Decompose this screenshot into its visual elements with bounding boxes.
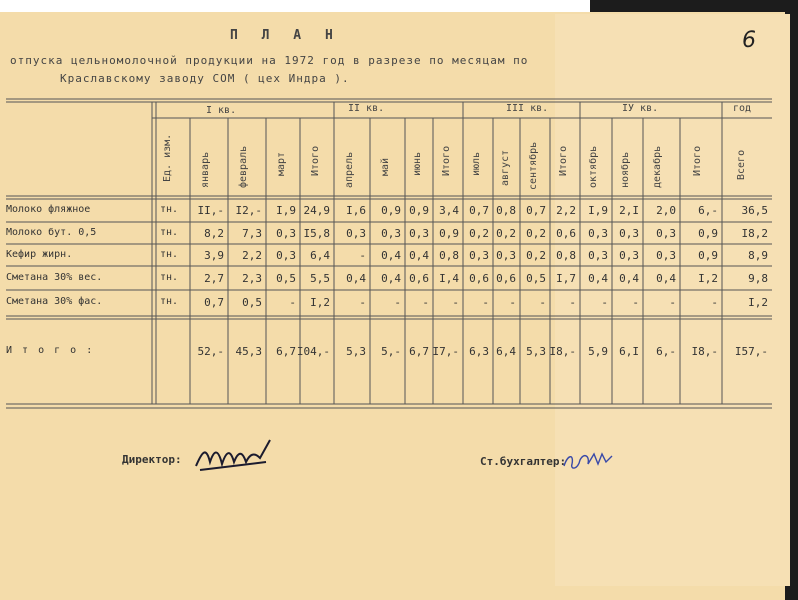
table-cell: 0,9 — [439, 227, 459, 240]
table-cell: - — [289, 296, 296, 309]
table-cell: 9,8 — [748, 272, 768, 285]
table-cell: 6,- — [698, 204, 718, 217]
table-cell: I,4 — [439, 272, 459, 285]
table-cell: - — [601, 296, 608, 309]
table-cell: 0,4 — [381, 249, 401, 262]
table-cell: - — [359, 249, 366, 262]
row-unit: тн. — [160, 227, 179, 238]
row-unit: тн. — [160, 249, 179, 260]
table-cell: 0,7 — [469, 204, 489, 217]
total-cell: 5,3 — [526, 345, 546, 358]
table-cell: 0,3 — [588, 249, 608, 262]
total-cell: I57,- — [734, 345, 768, 358]
table-cell: 3,9 — [204, 249, 224, 262]
table-cell: 0,7 — [204, 296, 224, 309]
table-cell: I5,8 — [303, 227, 330, 240]
month-header-may: май — [380, 157, 391, 176]
row-unit: тн. — [160, 296, 179, 307]
table-cell: - — [632, 296, 639, 309]
table-cell: 0,3 — [588, 227, 608, 240]
table-cell: 2,2 — [556, 204, 576, 217]
row-unit: тн. — [160, 272, 179, 283]
table-cell: 8,9 — [748, 249, 768, 262]
table-cell: 0,9 — [381, 204, 401, 217]
quarter-header-3: III кв. — [506, 103, 549, 114]
table-cell: 8,2 — [204, 227, 224, 240]
total-cell: 52,- — [197, 345, 224, 358]
total-cell: 6,7 — [276, 345, 296, 358]
table-cell: 0,5 — [526, 272, 546, 285]
table-cell: 0,3 — [619, 227, 639, 240]
table-cell: - — [509, 296, 516, 309]
total-cell: 5,- — [381, 345, 401, 358]
row-label-total: И т о г о : — [6, 345, 95, 356]
table-cell: 0,5 — [242, 296, 262, 309]
table-cell: - — [669, 296, 676, 309]
table-cell: 0,3 — [619, 249, 639, 262]
accountant-signature-icon — [560, 446, 620, 474]
page-number: 6 — [742, 28, 756, 53]
table-cell: 0,8 — [556, 249, 576, 262]
table-cell: 2,0 — [656, 204, 676, 217]
table-cell: I,2 — [748, 296, 768, 309]
table-cell: I,2 — [310, 296, 330, 309]
accountant-label: Ст.бухгалтер: — [480, 455, 567, 468]
table-cell: 7,3 — [242, 227, 262, 240]
table-cell: 0,2 — [496, 227, 516, 240]
table-cell: 0,3 — [656, 227, 676, 240]
table-cell: - — [452, 296, 459, 309]
table-cell: 5,5 — [310, 272, 330, 285]
table-cell: 0,4 — [346, 272, 366, 285]
quarter-header-4: IУ кв. — [622, 103, 659, 114]
table-cell: 0,6 — [496, 272, 516, 285]
table-cell: I,6 — [346, 204, 366, 217]
subtitle-line-2: Краславскому заводу СОМ ( цех Индра ). — [60, 72, 350, 85]
table-cell: II,- — [197, 204, 224, 217]
total-cell: 6,I — [619, 345, 639, 358]
director-signature-icon — [190, 432, 280, 476]
table-cell: 0,7 — [526, 204, 546, 217]
row-label-milk-flask: Молоко фляжное — [6, 204, 91, 215]
table-cell: 0,3 — [381, 227, 401, 240]
table-cell: 0,2 — [469, 227, 489, 240]
table-cell: I8,2 — [741, 227, 768, 240]
total-cell: I8,- — [549, 345, 576, 358]
row-label-kefir: Кефир жирн. — [6, 249, 73, 260]
month-header-nov: ноябрь — [620, 151, 631, 188]
table-cell: - — [569, 296, 576, 309]
q1-total-header: Итого — [310, 145, 321, 176]
total-cell: 6,3 — [469, 345, 489, 358]
month-header-dec: декабрь — [652, 145, 663, 188]
table-cell: 0,3 — [346, 227, 366, 240]
table-cell: I,7 — [556, 272, 576, 285]
total-cell: 6,7 — [409, 345, 429, 358]
table-cell: 0,3 — [276, 249, 296, 262]
subtitle-line-1: отпуска цельномолочной продукции на 1972 год в разрезе по месяцам по — [10, 54, 529, 67]
table-cell: 0,4 — [656, 272, 676, 285]
table-cell: 0,4 — [588, 272, 608, 285]
table-cell: I2,- — [235, 204, 262, 217]
month-header-sep: сентябрь — [528, 141, 539, 190]
table-cell: 36,5 — [741, 204, 768, 217]
table-cell: 24,9 — [303, 204, 330, 217]
table-cell: 2,I — [619, 204, 639, 217]
month-header-oct: октябрь — [588, 145, 599, 188]
unit-header: Ед. изм. — [162, 133, 173, 182]
total-cell: I8,- — [691, 345, 718, 358]
table-cell: 2,3 — [242, 272, 262, 285]
table-cell: 2,2 — [242, 249, 262, 262]
table-cell: 0,6 — [409, 272, 429, 285]
table-cell: 2,7 — [204, 272, 224, 285]
total-cell: 5,3 — [346, 345, 366, 358]
year-total-header: Всего — [736, 149, 747, 180]
table-cell: 0,6 — [469, 272, 489, 285]
year-header: год — [733, 103, 752, 114]
document-title: П Л А Н — [230, 28, 341, 43]
month-header-jan: январь — [200, 151, 211, 188]
table-cell: 0,6 — [556, 227, 576, 240]
table-cell: 0,4 — [619, 272, 639, 285]
total-cell: 5,9 — [588, 345, 608, 358]
quarter-header-1: I кв. — [206, 105, 237, 116]
total-cell: 6,4 — [496, 345, 516, 358]
table-cell: 0,8 — [439, 249, 459, 262]
total-cell: I7,- — [432, 345, 459, 358]
table-cell: - — [394, 296, 401, 309]
total-cell: I04,- — [296, 345, 330, 358]
table-cell: 3,4 — [439, 204, 459, 217]
table-cell: - — [482, 296, 489, 309]
quarter-header-2: II кв. — [348, 103, 385, 114]
table-cell: 0,3 — [276, 227, 296, 240]
row-label-milk-bottle: Молоко бут. 0,5 — [6, 227, 97, 238]
table-cell: - — [711, 296, 718, 309]
month-header-aug: август — [500, 149, 511, 186]
month-header-jul: июль — [471, 151, 482, 176]
month-header-mar: март — [276, 151, 287, 176]
q4-total-header: Итого — [692, 145, 703, 176]
q3-total-header: Итого — [558, 145, 569, 176]
month-header-feb: февраль — [238, 145, 249, 188]
director-label: Директор: — [122, 453, 182, 466]
table-cell: 0,3 — [469, 249, 489, 262]
table-cell: 0,3 — [409, 227, 429, 240]
table-cell: 0,3 — [656, 249, 676, 262]
total-cell: 6,- — [656, 345, 676, 358]
table-cell: 0,4 — [381, 272, 401, 285]
row-unit: тн. — [160, 204, 179, 215]
table-cell: 0,9 — [698, 249, 718, 262]
table-cell: 6,4 — [310, 249, 330, 262]
table-cell: I,2 — [698, 272, 718, 285]
row-label-sour-cream-packed: Сметана 30% фас. — [6, 296, 103, 307]
month-header-jun: июнь — [412, 151, 423, 176]
table-cell: 0,3 — [496, 249, 516, 262]
table-cell: - — [539, 296, 546, 309]
table-cell: I,9 — [588, 204, 608, 217]
table-cell: 0,9 — [409, 204, 429, 217]
table-cell: 0,9 — [698, 227, 718, 240]
total-cell: 45,3 — [235, 345, 262, 358]
table-cell: - — [422, 296, 429, 309]
table-cell: 0,5 — [276, 272, 296, 285]
table-cell: 0,2 — [526, 227, 546, 240]
table-cell: - — [359, 296, 366, 309]
table-cell: 0,8 — [496, 204, 516, 217]
table-cell: 0,4 — [409, 249, 429, 262]
table-cell: I,9 — [276, 204, 296, 217]
q2-total-header: Итого — [441, 145, 452, 176]
table-cell: 0,2 — [526, 249, 546, 262]
month-header-apr: апрель — [344, 151, 355, 188]
row-label-sour-cream-weight: Сметана 30% вес. — [6, 272, 103, 283]
